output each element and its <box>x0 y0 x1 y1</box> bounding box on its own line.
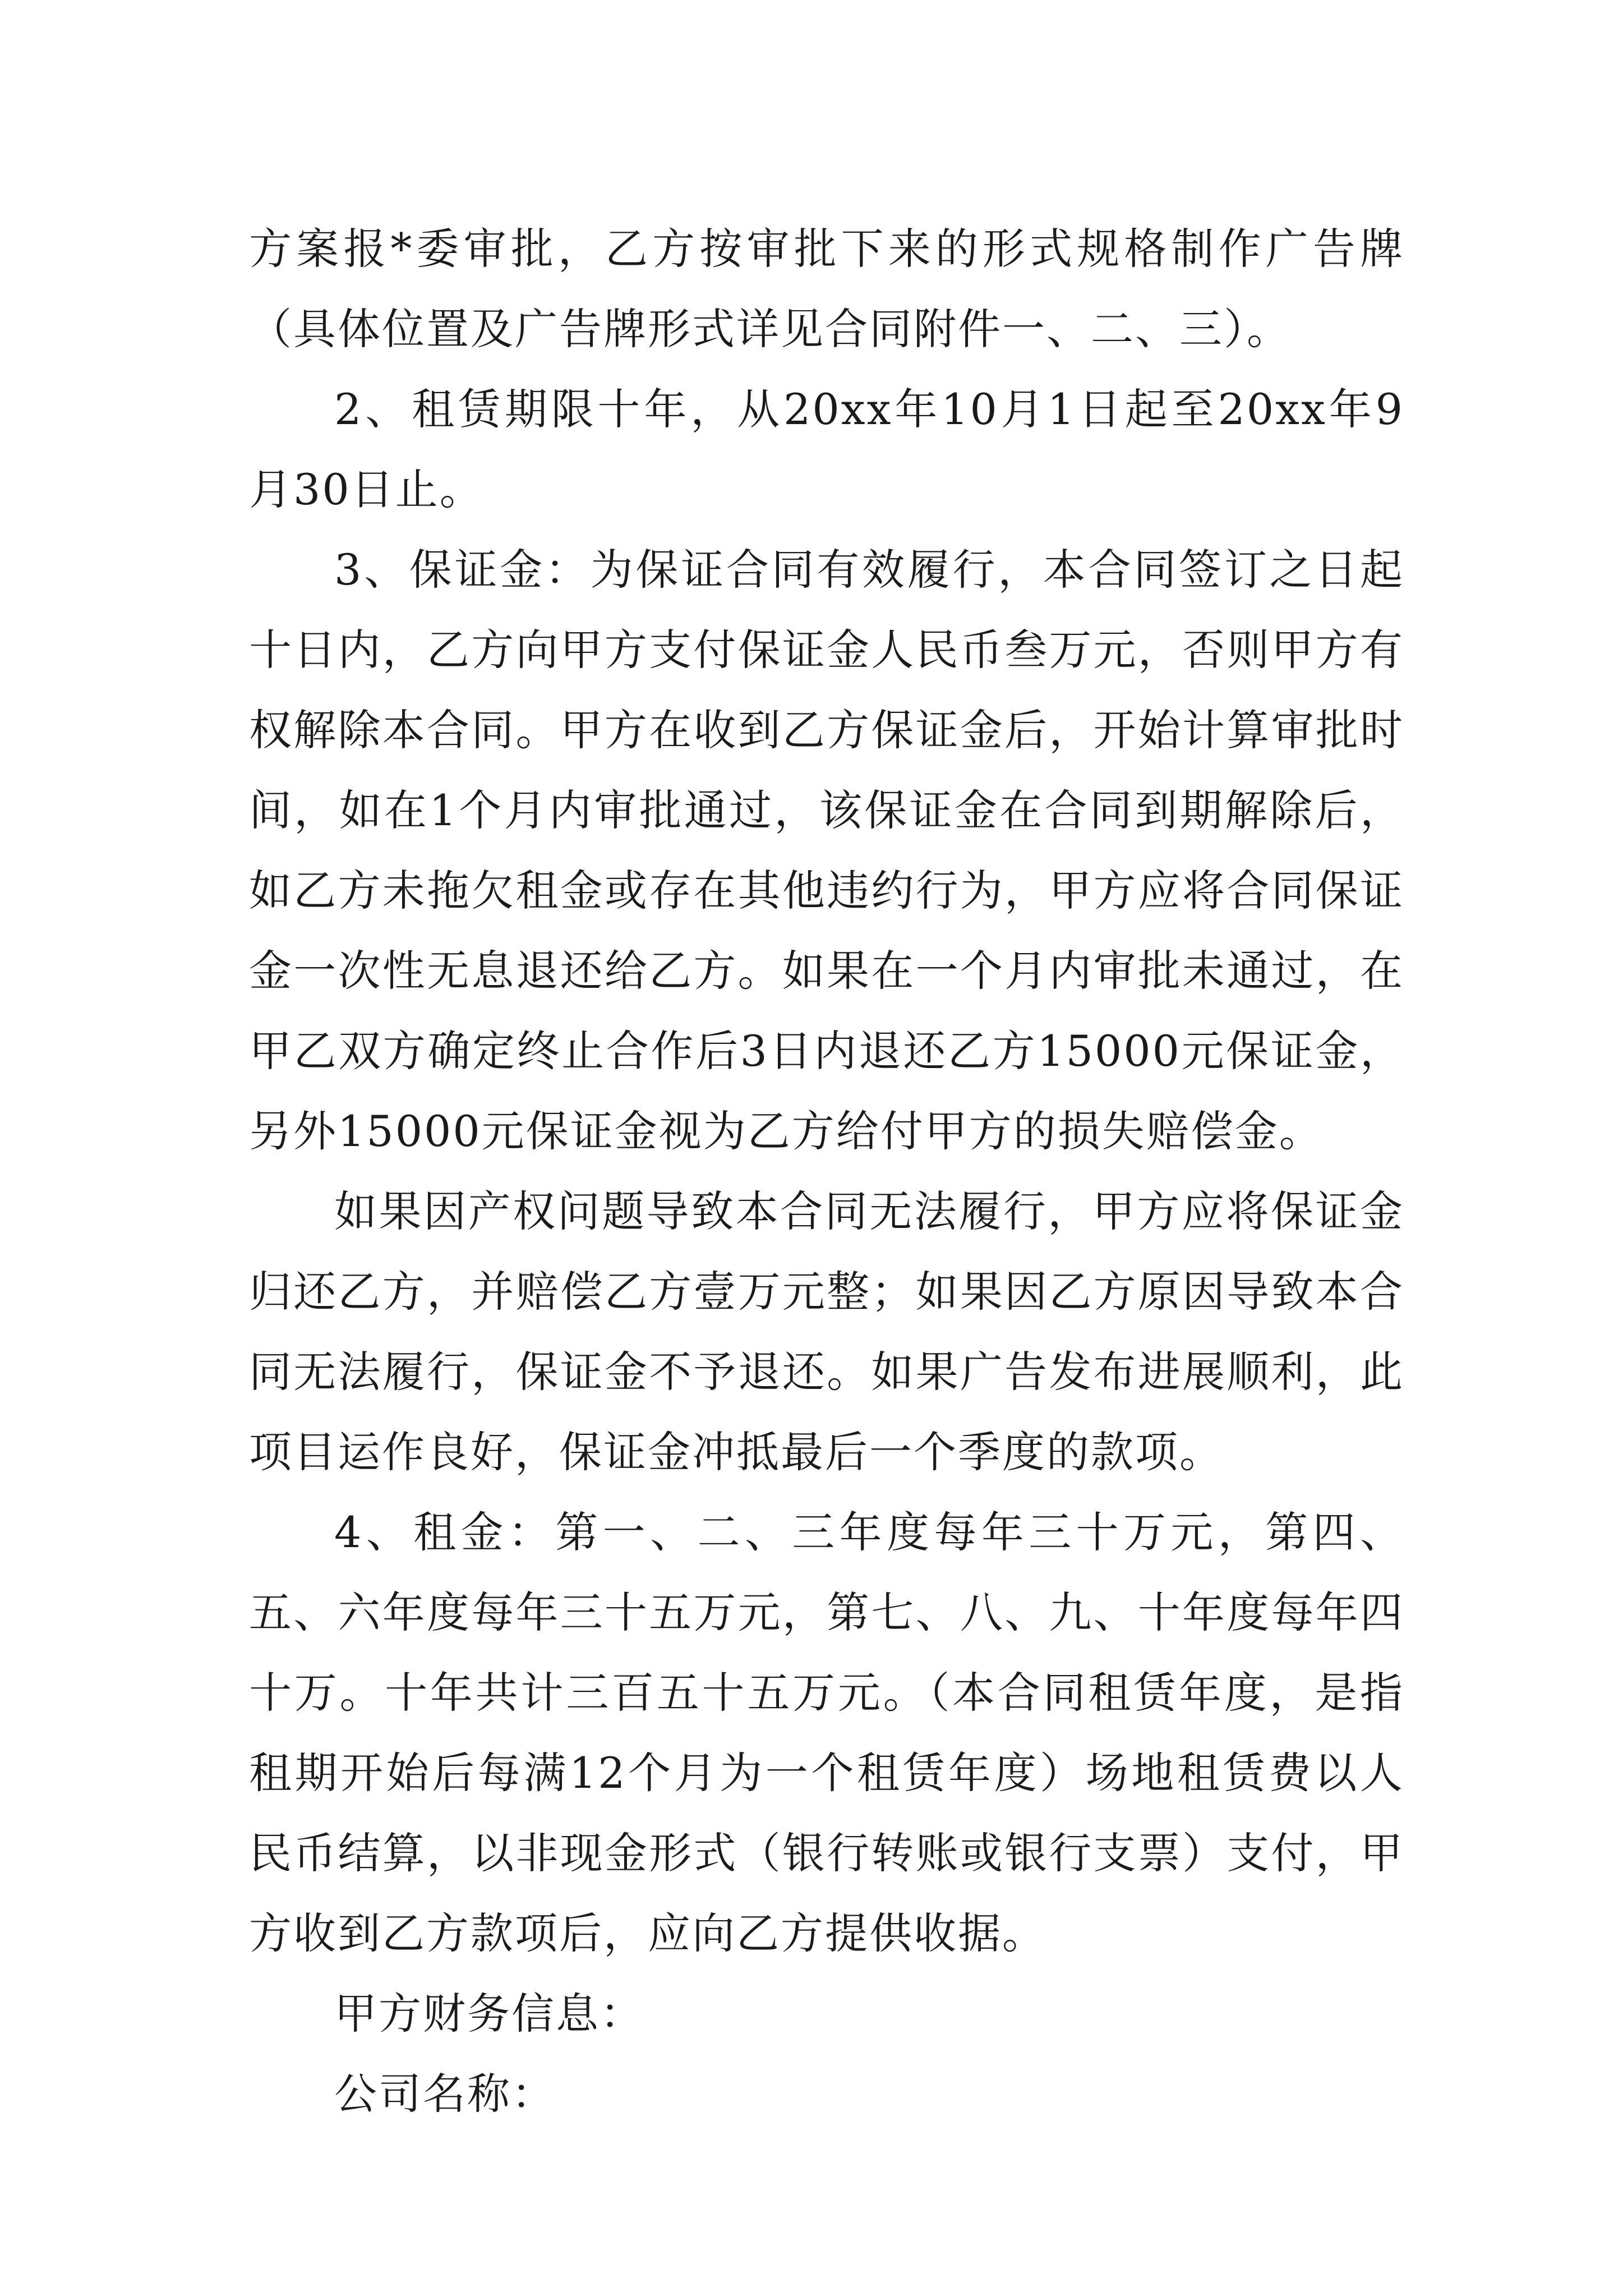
paragraph-approval-continuation: 方案报*委审批，乙方按审批下来的形式规格制作广告牌（具体位置及广告牌形式详见合同附件一、二、三）。 <box>249 224 1404 354</box>
document-body <box>249 209 1404 2134</box>
paragraph-property-rights: 如果因产权问题导致本合同无法履行，甲方应将保证金归还乙方，并赔偿乙方壹万元整；如果因乙方原因导致本合同无法履行，保证金不予退还。如果广告发布进展顺利，此项目运作良好，保证金冲抵最后一个季度的款项。 <box>249 1186 1404 1477</box>
paragraph-party-a-finance-info: 甲方财务信息： <box>334 1989 644 2039</box>
paragraph-deposit: 3、保证金：为保证合同有效履行，本合同签订之日起十日内，乙方向甲方支付保证金人民币叁万元，否则甲方有权解除本合同。甲方在收到乙方保证金后，开始计算审批时间，如在1个月内审批通过，该保证金在合同到期解除后，如乙方未拖欠租金或存在其他违约行为，甲方应将合同保证金一次性无息退还给乙方。如果在一个月内审批未通过，在甲乙双方确定终止合作后3日内退还乙方15000元保证金，另外15000元保证金视为乙方给付甲方的损失赔偿金。 <box>249 545 1404 1156</box>
paragraph-rent: 4、租金：第一、二、三年度每年三十万元，第四、五、六年度每年三十五万元，第七、八、九、十年度每年四十万。十年共计三百五十五万元。（本合同租赁年度，是指租期开始后每满12个月为一个租赁年度）场地租赁费以人民币结算，以非现金形式（银行转账或银行支票）支付，甲方收到乙方款项后，应向乙方提供收据。 <box>249 1507 1404 1958</box>
paragraph-company-name: 公司名称： <box>334 2069 556 2119</box>
paragraph-lease-term: 2、租赁期限十年，从20xx年10月1日起至20xx年9月30日止。 <box>249 384 1404 514</box>
